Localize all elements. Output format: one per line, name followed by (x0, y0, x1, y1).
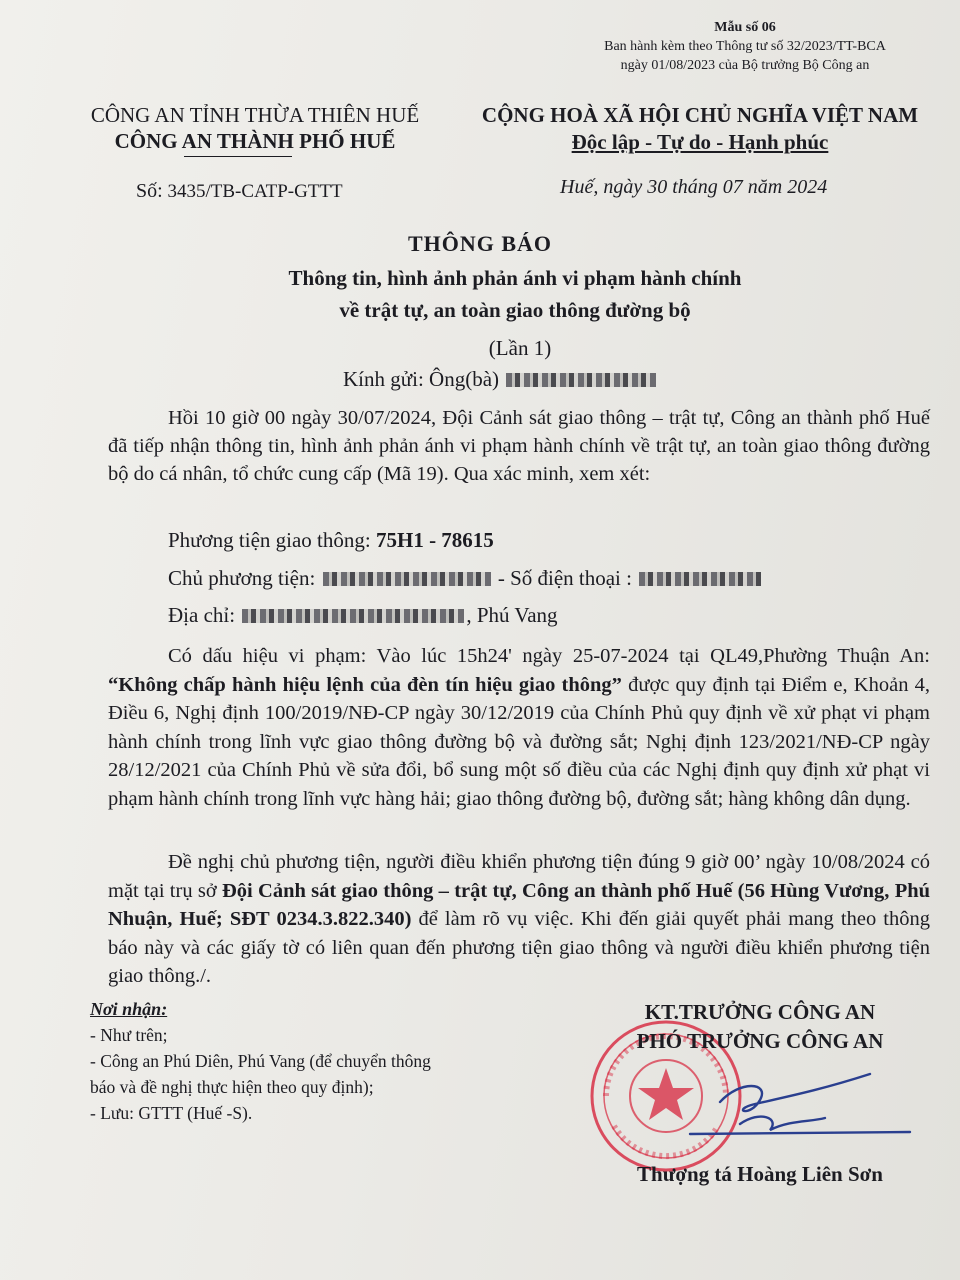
issuer-parent-agency: CÔNG AN TỈNH THỪA THIÊN HUẾ (90, 103, 420, 127)
form-number: Mẫu số 06 (714, 20, 776, 35)
redacted-name (506, 373, 656, 387)
violation-paragraph: Có dấu hiệu vi phạm: Vào lúc 15h24' ngày 25-07-2024 tại QL49,Phường Thuận An: “Không chấp hành hiệu lệnh của đèn tín hiệu giao thông” được quy định tại Điểm e, Khoản 4, Điều 6, Nghị định 100/2019/NĐ-CP ngày 30/12/2019 của Chính Phủ quy định về xử phạt vi phạm hành chính trong lĩnh vực giao thông đường bộ và đường sắt; Nghị định 123/2021/NĐ-CP ngày 28/12/2021 của Chính Phủ về sửa đổi, bổ sung một số điều của các Nghị định quy định xử phạt vi phạm hành chính trong lĩnh vực hàng hải; giao thông đường bộ, đường sắt; hàng không dân dụng. (108, 645, 930, 810)
vehicle-line: Phương tiện giao thông: 75H1 - 78615 (168, 528, 494, 552)
national-motto (460, 102, 940, 156)
license-plate: 75H1 - 78615 (375, 528, 494, 552)
handwritten-signature (620, 1060, 920, 1150)
recipient-item: - Công an Phú Diên, Phú Vang (để chuyển thông (90, 1051, 431, 1071)
document-title: THÔNG BÁO (407, 231, 553, 256)
signature-block (600, 998, 920, 1056)
date-line: Huế, ngày 30 tháng 07 năm 2024 (560, 176, 828, 198)
recipient-item: báo và đề nghị thực hiện theo quy định); (90, 1077, 374, 1097)
form-number-block (600, 18, 890, 75)
recipients-list (90, 996, 560, 1126)
country-name: CỘNG HOÀ XÃ HỘI CHỦ NGHĨA VIỆT NAM (481, 103, 919, 127)
redacted-owner-name (323, 572, 491, 586)
offense-text: “Không chấp hành hiệu lệnh của đèn tín hiệu giao thông” (108, 673, 622, 696)
recipient-line: Kính gửi: Ông(bà) (343, 367, 658, 392)
redacted-address (242, 609, 464, 623)
address-line: Địa chỉ: , Phú Vang (168, 603, 558, 627)
recipient-item: - Như trên; (90, 1025, 168, 1045)
form-issued-by: Ban hành kèm theo Thông tư số 32/2023/TT-BCA (604, 39, 886, 54)
recipient-item: - Lưu: GTTT (Huế -S). (90, 1103, 253, 1123)
issuer-agency: CÔNG AN THÀNH PHỐ HUẾ (114, 129, 396, 153)
signer-name: Thượng tá Hoàng Liên Sơn (637, 1162, 883, 1186)
issuer-header (70, 102, 440, 154)
form-issued-date: ngày 01/08/2023 của Bộ trưởng Bộ Công an (620, 58, 870, 73)
document-subtitle-2: về trật tự, an toàn giao thông đường bộ (339, 298, 691, 322)
reference-value: 3435/TB-CATP-GTTT (167, 181, 343, 202)
signature-subtitle: PHÓ TRƯỞNG CÔNG AN (636, 1029, 884, 1053)
reference-number: Số: 3435/TB-CATP-GTTT (136, 180, 343, 202)
issuer-underline (184, 156, 292, 157)
intro-paragraph: Hồi 10 giờ 00 ngày 30/07/2024, Đội Cảnh sát giao thông – trật tự, Công an thành phố Huế đã tiếp nhận thông tin, hình ảnh phản ánh vi phạm hành chính về trật tự, an toàn giao thông đường bộ do cá nhân, tổ chức cung cấp (Mã 19). Qua xác minh, xem xét: (108, 407, 930, 485)
recipients-heading: Nơi nhận: (90, 999, 168, 1019)
signature-title: KT.TRƯỞNG CÔNG AN (644, 1000, 876, 1024)
document-subtitle-1: Thông tin, hình ảnh phản ánh vi phạm hành chính (288, 266, 742, 290)
attempt-number: (Lần 1) (488, 336, 552, 360)
redacted-phone (639, 572, 761, 586)
appointment-place: Đội Cảnh sát giao thông – trật tự, Công an thành phố Huế (56 Hùng Vương, Phú Nhuận, Huế; SĐT 0234.3.822.340) (108, 879, 931, 930)
motto-slogan: Độc lập - Tự do - Hạnh phúc (571, 130, 829, 154)
request-paragraph: Đề nghị chủ phương tiện, người điều khiển phương tiện đúng 9 giờ 00’ ngày 10/08/2024 có mặt tại trụ sở Đội Cảnh sát giao thông – trật tự, Công an thành phố Huế (56 Hùng Vương, Phú Nhuận, Huế; SĐT 0234.3.822.340) để làm rõ vụ việc. Khi đến giải quyết phải mang theo thông báo này và các giấy tờ có liên quan đến phương tiện giao thông và người điều khiển phương tiện giao thông./. (108, 851, 931, 987)
owner-line: Chủ phương tiện: - Số điện thoại : (168, 566, 763, 591)
